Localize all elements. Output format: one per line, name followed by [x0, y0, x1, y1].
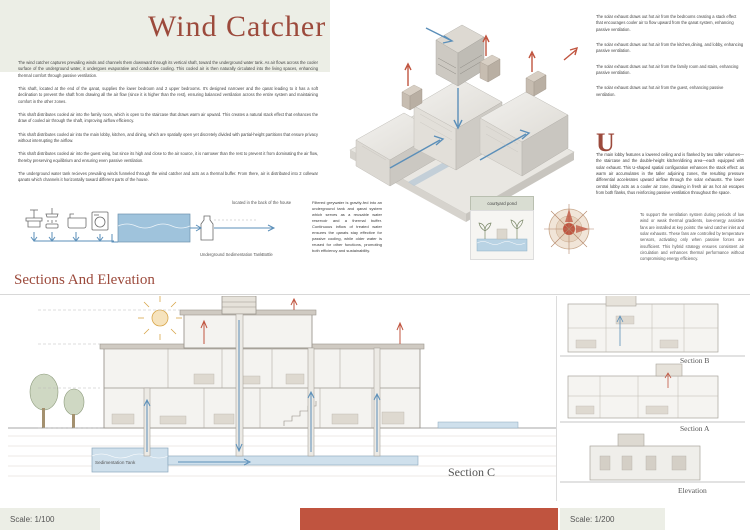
- section-divider: [0, 294, 750, 295]
- left-annotations: [18, 60, 318, 191]
- left-note: The underground water tank recieves prevailing winds funneled through the wind catcher and acts as a thermal buffer. From there, air is distributed into 2 collewar qanats which channels it horizontally toward different parts of the house.: [18, 171, 318, 183]
- filter-note: Filtered greywater is gravity-fed into an underground tank and qanat system which serves as a reusable water reservoir and a thermal buffer. Continuous inflow of treated water ensures the qanats stay effective for passive cooling, while older water is reused for other functions, promoting both efficiency and sustainability.: [312, 200, 382, 253]
- courtyard-pond-label: courtyard pond: [470, 196, 534, 211]
- lobby-note: The main lobby features a lowered ceiling and is flanked by two taller volumes—the staircase and the double-height kitchen/dining area—each equipped with solar exhaust. This U-shaped spatial configuration enhances the stack effect: as warm air accumulates in the taller adjoining zones, the resulting pressure differential accelerates upward airflow through the solar exhausts. The lower central lobby acts as a cooler air zone, drawing in fresh air as hot air escapes from both flanks, thus reinforcing passive ventilation throughout the space.: [596, 152, 744, 196]
- wind-rose-diagram: [540, 200, 598, 258]
- left-note: The wind catcher captures prevailing winds and channels them downward through its vertical shaft, toward the underground water tank. As air flows across the cooler surface of the underground water, it undergoes evaporative and conductive cooling. This cooled air is then naturally circulated into the living spaces, enhancing thermal comfort through passive ventilation.: [18, 60, 318, 78]
- support-note: To support the ventilation system during periods of low wind or weak thermal gradients, low-energy assistive fans are installed at key points: the wind catcher inlet and solar exhausts. These fans are controlled by temperature sensors, activating only when passive forces are insufficient. This hybrid strategy ensures consistent air circulation and enhances thermal performance without compromising energy efficiency.: [640, 212, 744, 262]
- greywater-process-diagram: [18, 196, 318, 262]
- section-b-title: Section B: [680, 356, 710, 365]
- left-note: This shaft distributes cooled air into the family room, which is open to the staircase that draws warm air upward. This creates a natural stack effect that enhances the draw of cooled air through the shaft, improving airflow efficiency.: [18, 112, 318, 124]
- column-divider: [556, 296, 557, 501]
- underground-tank-label: Underground Sedimentation Tank: [200, 252, 263, 257]
- right-annotations: [596, 14, 744, 107]
- scale-left: Scale: 1/100: [0, 508, 100, 530]
- scale-right: Scale: 1/200: [560, 508, 665, 530]
- page-title: Wind Catcher: [148, 10, 327, 43]
- small-sections-svg: [560, 296, 745, 501]
- right-note: The solar exhaust draws out hot air from the kitchen,dining, and lobby, enhancing passive ventilation.: [596, 42, 744, 54]
- bottle-label: Bottle: [262, 252, 273, 257]
- u-diagram-letter: U: [596, 128, 615, 157]
- left-note: This shaft distributes cooled air into the guest wing, but since its high and close to the air source, it is narrower than the rest to prevent it from dominating the air flow, thereby preserving equilibrium and ensuring even passive ventilation.: [18, 151, 318, 163]
- right-note: The solar exhaust draws out hot air from the guest, enhancing passive ventilation.: [596, 85, 724, 97]
- courtyard-pond-illustration: [470, 210, 534, 260]
- small-sections-column: [560, 296, 745, 501]
- sections-title: Sections And Elevation: [14, 272, 155, 288]
- left-note: This shaft distributes cooled air into the main lobby, kitchen, and dining, which are spatially open yet discretely divided with partial-height partitions that ensure privacy without interrupting the airflow.: [18, 131, 318, 144]
- right-note: The solar exhaust draws out hot air from the bedrooms creating a stack effect that encourages cooler air to flow upward from the qanat system, enhancing passive ventilation.: [596, 14, 737, 32]
- located-back-label: located in the back of the house: [232, 200, 292, 205]
- sedimentation-tank-label: Sedimentation Tank: [95, 460, 136, 465]
- right-note: The solar exhaust draws out hot air from the family room and stairs, enhancing passive ventilation.: [596, 63, 739, 76]
- elevation-title: Elevation: [678, 486, 707, 495]
- section-c-title: Section C: [448, 465, 495, 479]
- section-a-title: Section A: [680, 424, 710, 433]
- accent-bar: [300, 508, 558, 530]
- left-note: This shaft, located at the end of the qanat, supplies the lower bedroom and 2 upper bedrooms. It's designed narrower and the qanat leading to it has a soft declination to prevent the shaft from drawing all the air flow (since it is higher than the rest), ensuring balanced ventilation across the entire system and maintaining comfort in the other zones.: [18, 86, 318, 104]
